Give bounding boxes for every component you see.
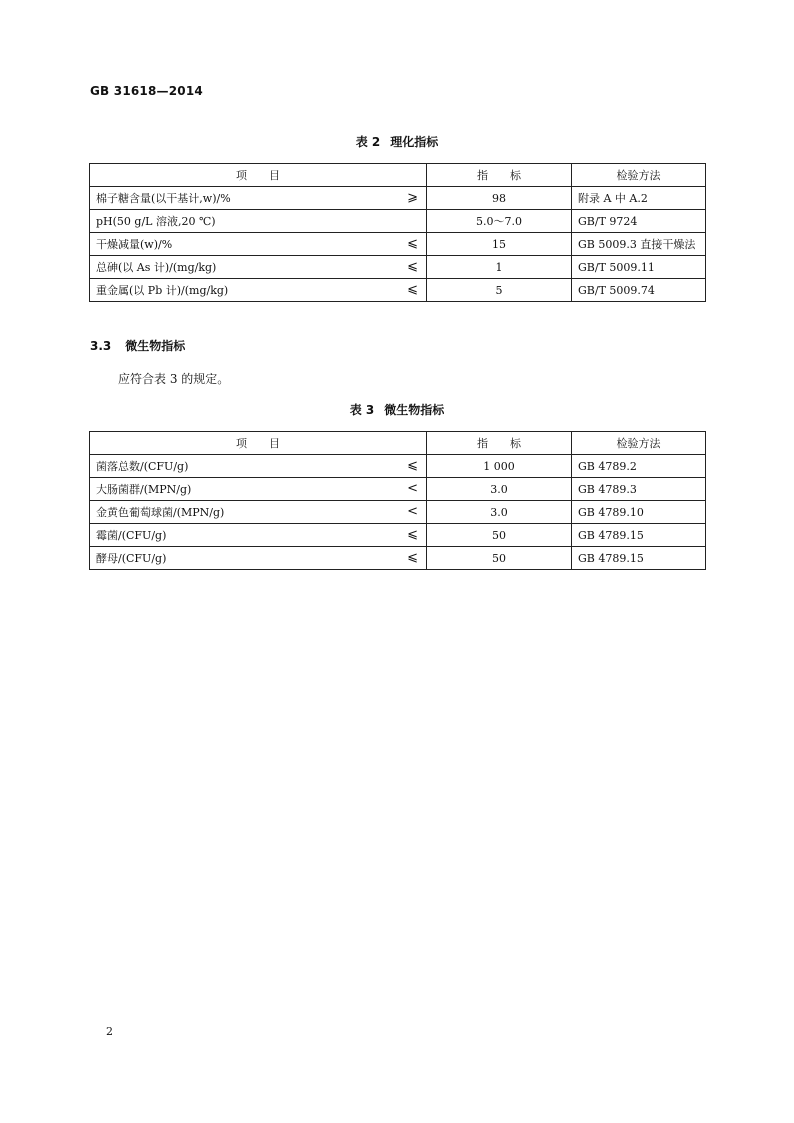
section-heading: [90, 337, 185, 354]
item-cell: [90, 256, 427, 279]
comparison-symbol: ⩽: [407, 282, 418, 297]
item-label: 棉子糖含量(以干基计,w)/%: [96, 192, 231, 205]
method-cell: GB/T 5009.11: [572, 256, 706, 279]
comparison-symbol: ⩽: [407, 550, 418, 565]
item-cell: [90, 210, 427, 233]
value-cell: 5.0～7.0: [427, 210, 572, 233]
method-cell: GB 5009.3 直接干燥法: [572, 233, 706, 256]
method-cell: GB/T 5009.74: [572, 279, 706, 302]
item-label: 干燥减量(w)/%: [96, 238, 173, 251]
comparison-symbol: <: [407, 481, 418, 496]
table2-title: 理化指标: [390, 135, 439, 149]
item-cell: [90, 478, 427, 501]
table-row: [90, 256, 706, 279]
comparison-symbol: ⩽: [407, 236, 418, 251]
item-cell: [90, 455, 427, 478]
value-cell: 3.0: [427, 501, 572, 524]
item-label: 重金属(以 Pb 计)/(mg/kg): [96, 284, 229, 297]
comparison-symbol: ⩾: [407, 190, 418, 205]
column-header-item: 项 目: [90, 164, 427, 187]
body-paragraph: 应符合表 3 的规定。: [118, 372, 230, 386]
item-label: 金黄色葡萄球菌/(MPN/g): [96, 506, 225, 519]
table-header-row: [90, 432, 706, 455]
method-cell: 附录 A 中 A.2: [572, 187, 706, 210]
value-cell: 50: [427, 524, 572, 547]
value-cell: 98: [427, 187, 572, 210]
value-cell: 1: [427, 256, 572, 279]
column-header-value: 指 标: [427, 432, 572, 455]
table-row: [90, 478, 706, 501]
item-cell: [90, 233, 427, 256]
item-cell: [90, 187, 427, 210]
table-row: [90, 187, 706, 210]
table2-caption: [90, 133, 704, 150]
value-cell: 1 000: [427, 455, 572, 478]
item-label: 大肠菌群/(MPN/g): [96, 483, 192, 496]
item-label: 菌落总数/(CFU/g): [96, 460, 189, 473]
table2-number: 表 2: [355, 135, 381, 149]
comparison-symbol: ⩽: [407, 458, 418, 473]
method-cell: GB 4789.2: [572, 455, 706, 478]
page-number: 2: [106, 1025, 113, 1038]
table2: [89, 163, 706, 302]
item-label: 酵母/(CFU/g): [96, 552, 167, 565]
section-title: 微生物指标: [125, 339, 186, 353]
table-row: [90, 455, 706, 478]
method-cell: GB 4789.15: [572, 524, 706, 547]
table-row: [90, 524, 706, 547]
table3-title: 微生物指标: [384, 403, 445, 417]
column-header-value: 指 标: [427, 164, 572, 187]
section-number: 3.3: [90, 339, 112, 353]
table-row: [90, 547, 706, 570]
comparison-symbol: ⩽: [407, 527, 418, 542]
item-label: pH(50 g/L 溶液,20 ℃): [96, 215, 216, 228]
value-cell: 50: [427, 547, 572, 570]
item-cell: [90, 547, 427, 570]
standard-id: GB 31618—2014: [90, 84, 203, 98]
method-cell: GB 4789.15: [572, 547, 706, 570]
value-cell: 15: [427, 233, 572, 256]
item-label: 霉菌/(CFU/g): [96, 529, 167, 542]
table-row: [90, 501, 706, 524]
item-cell: [90, 279, 427, 302]
method-cell: GB/T 9724: [572, 210, 706, 233]
item-cell: [90, 524, 427, 547]
table-header-row: [90, 164, 706, 187]
method-cell: GB 4789.3: [572, 478, 706, 501]
table3-number: 表 3: [349, 403, 375, 417]
value-cell: 3.0: [427, 478, 572, 501]
table3: [89, 431, 706, 570]
comparison-symbol: ⩽: [407, 259, 418, 274]
column-header-method: 检验方法: [572, 164, 706, 187]
column-header-method: 检验方法: [572, 432, 706, 455]
table-row: [90, 210, 706, 233]
table-row: [90, 279, 706, 302]
table3-caption: [90, 401, 704, 418]
value-cell: 5: [427, 279, 572, 302]
item-label: 总砷(以 As 计)/(mg/kg): [96, 261, 217, 274]
item-cell: [90, 501, 427, 524]
table-row: [90, 233, 706, 256]
column-header-item: 项 目: [90, 432, 427, 455]
method-cell: GB 4789.10: [572, 501, 706, 524]
comparison-symbol: <: [407, 504, 418, 519]
